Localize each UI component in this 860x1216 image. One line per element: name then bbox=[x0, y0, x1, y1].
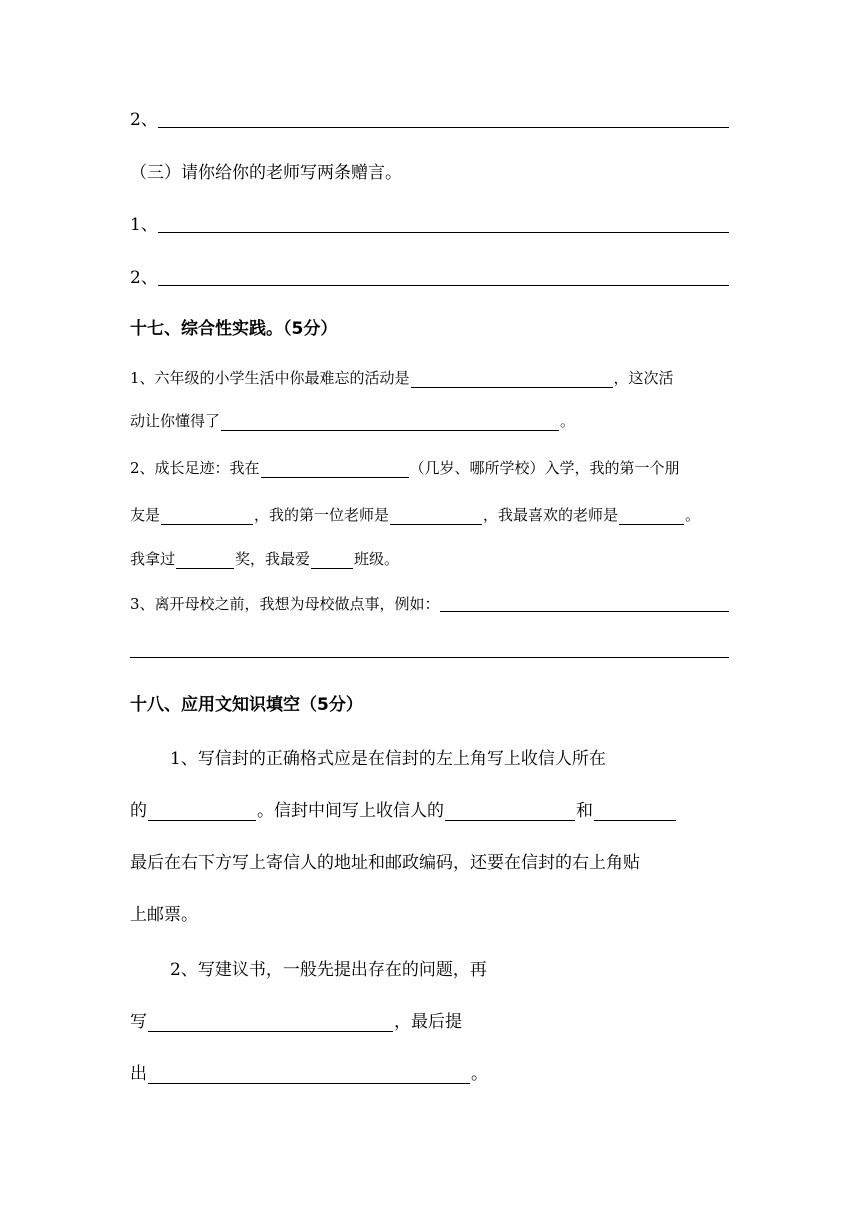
q-text: 和 bbox=[576, 801, 593, 821]
q-text: 我拿过 bbox=[130, 550, 176, 568]
q-text: ，这次活 bbox=[613, 369, 674, 387]
q-text: （几岁、哪所学校）入学，我的第一个朋 bbox=[409, 459, 680, 477]
q-text: 3、离开母校之前，我想为母校做点事，例如： bbox=[130, 595, 440, 613]
part3-title: （三）请你给你的老师写两条赠言。 bbox=[130, 163, 402, 183]
q-text: 写 bbox=[130, 1012, 147, 1032]
answer-blank[interactable] bbox=[148, 1013, 393, 1032]
answer-blank[interactable] bbox=[619, 508, 684, 525]
wish-line-2[interactable] bbox=[130, 263, 729, 288]
s18-q1-line2 bbox=[130, 796, 677, 821]
answer-blank[interactable] bbox=[221, 414, 559, 431]
answer-blank[interactable] bbox=[594, 802, 676, 821]
answer-blank[interactable] bbox=[161, 508, 253, 525]
answer-blank[interactable] bbox=[261, 461, 409, 478]
answer-blank[interactable] bbox=[390, 508, 482, 525]
q-text: 奖，我最爱 bbox=[235, 550, 311, 568]
answer-blank[interactable] bbox=[158, 231, 729, 233]
item-label: 2、 bbox=[130, 268, 158, 288]
answer-blank[interactable] bbox=[445, 802, 575, 821]
s18-q2-line1: 2、写建议书，一般先提出存在的问题，再 bbox=[170, 960, 487, 980]
q-text: 动让你懂得了 bbox=[130, 412, 221, 430]
q-text: 。信封中间写上收信人的 bbox=[257, 801, 444, 821]
q-text: ，我的第一位老师是 bbox=[254, 506, 390, 524]
item-label: 2、 bbox=[130, 110, 158, 130]
s17-q3-line1[interactable] bbox=[130, 593, 729, 614]
answer-blank[interactable] bbox=[440, 610, 729, 612]
s17-q2-line3 bbox=[130, 548, 399, 569]
q-text: ，我最喜欢的老师是 bbox=[483, 506, 619, 524]
answer-blank[interactable] bbox=[158, 126, 729, 128]
answer-blank[interactable] bbox=[176, 552, 234, 569]
q-text: 班级。 bbox=[354, 550, 400, 568]
q-text: 1、六年级的小学生活中你最难忘的活动是 bbox=[130, 369, 410, 387]
answer-blank[interactable] bbox=[411, 371, 613, 388]
section17-title: 十七、综合性实践。（5分） bbox=[130, 319, 338, 339]
q-text: 。 bbox=[471, 1064, 488, 1084]
s18-q1-line4: 上邮票。 bbox=[130, 905, 198, 925]
s17-q1-line2 bbox=[130, 410, 575, 431]
item-label: 1、 bbox=[130, 215, 158, 235]
answer-blank[interactable] bbox=[148, 1065, 470, 1084]
q-text: ，最后提 bbox=[394, 1012, 462, 1032]
wish-line-1[interactable] bbox=[130, 210, 729, 235]
q-text: 的 bbox=[130, 801, 147, 821]
answer-blank[interactable] bbox=[158, 284, 729, 286]
answer-line-2[interactable] bbox=[130, 105, 729, 130]
s18-q2-line3 bbox=[130, 1059, 488, 1084]
answer-blank[interactable] bbox=[148, 802, 256, 821]
s18-q2-line2 bbox=[130, 1007, 462, 1032]
answer-blank[interactable] bbox=[311, 552, 353, 569]
s17-q1-line1 bbox=[130, 367, 674, 388]
q-text: 出 bbox=[130, 1064, 147, 1084]
q-text: 友是 bbox=[130, 506, 161, 524]
section18-title: 十八、应用文知识填空（5分） bbox=[130, 695, 363, 715]
s18-q1-line3: 最后在右下方写上寄信人的地址和邮政编码，还要在信封的右上角贴 bbox=[130, 853, 640, 873]
q-text: 。 bbox=[685, 506, 701, 524]
q-text: 2、成长足迹：我在 bbox=[130, 459, 260, 477]
s17-q2-line1 bbox=[130, 457, 680, 478]
answer-blank-full[interactable] bbox=[130, 657, 729, 658]
s18-q1-line1: 1、写信封的正确格式应是在信封的左上角写上收信人所在 bbox=[170, 749, 606, 769]
q-text: 。 bbox=[560, 412, 576, 430]
s17-q2-line2 bbox=[130, 504, 700, 525]
